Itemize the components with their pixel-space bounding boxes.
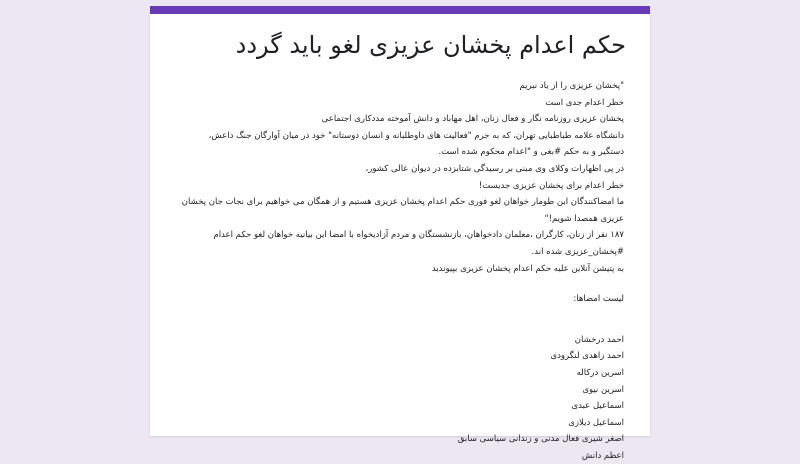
description-line: خطر اعدام برای پخشان عزیزی جدیست! (478, 180, 624, 191)
description-line: به پتیشن آنلاین علیه حکم اعدام پخشان عزیزی بپیوندید (431, 263, 624, 274)
signature-name: اصغر شیری فعال مدنی و زندانی سیاسی سابق (457, 434, 624, 445)
description-line: ما امضاکنندگان این طومار خواهان لغو فوری حکم اعدام پخشان عزیزی هستیم و از همگان می خواهیم برای نجات جان پخشان (181, 197, 624, 208)
accent-bar (150, 6, 650, 14)
signature-name: احمد زاهدی لنگرودی (550, 351, 624, 362)
signatures-heading: لیست امضاها: (573, 294, 624, 305)
description-line: #پخشان_عزیزی شده اند. (531, 246, 624, 257)
form-title: حکم اعدام پخشان عزیزی لغو باید گردد (235, 31, 626, 59)
signature-name: اعظم دانش (581, 450, 624, 461)
description-line: خطر اعدام جدی است (545, 97, 624, 108)
description-line: ۱۸۷ نفر از زنان، کارگران ،معلمان دادخواهان، بازنشستگان و مردم آزادیخواه با امضا این بیانیه خواهان لغو حکم اعدام (213, 230, 624, 241)
description-line: در پی اظهارات وکلای وی مبنی بر رسیدگی شتابزده در دیوان عالی کشور، (365, 163, 624, 174)
signature-name: اسماعیل دیلازی (568, 417, 624, 428)
description-line: پخشان عزیزی روزنامه نگار و فعال زنان، اهل مهاباد و دانش آموخته مددکاری اجتماعی (321, 114, 624, 125)
description-line: دانشگاه علامه طباطبایی تهران، که به جرم "فعالیت های داوطلبانه و انسان دوستانه" خود در میان آوارگان جنگ داعش، (208, 130, 624, 141)
signature-name: اسرین نیوی (582, 384, 624, 395)
signature-name: اسرین درکاله (576, 367, 624, 378)
form-header-card (150, 6, 650, 461)
description-line: "پخشان عزیزی را از یاد نبریم (519, 81, 624, 91)
description-line: دستگیر و به حکم #بغی و "اعدام محکوم شده است. (438, 147, 624, 158)
signature-name: اسماعیل عبدی (571, 401, 624, 412)
form-description (176, 78, 624, 464)
signature-name: احمد درخشان (574, 334, 624, 345)
description-line: عزیزی همصدا شویم!" (544, 213, 624, 224)
